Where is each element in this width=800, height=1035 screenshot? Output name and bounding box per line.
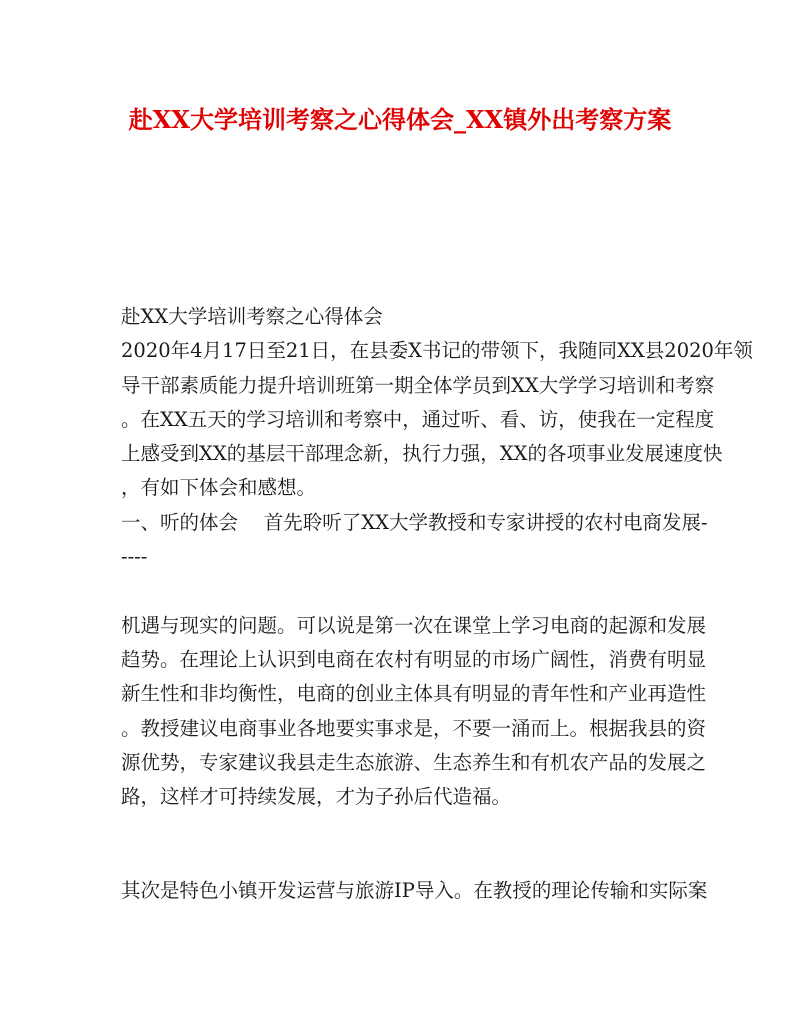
paragraph-line: 。在XX五天的学习培训和考察中，通过听、看、访，使我在一定程度 (121, 407, 715, 431)
paragraph-line: 其次是特色小镇开发运营与旅游IP导入。在教授的理论传输和实际案 (121, 879, 708, 903)
paragraph-heading: 赴XX大学培训考察之心得体会 (121, 305, 383, 328)
paragraph-line: 。教授建议电商事业各地要实事求是，不要一涌而上。根据我县的资 (121, 716, 707, 740)
paragraph-line: 路，这样才可持续发展，才为子孙后代造福。 (121, 785, 512, 809)
document-body (121, 300, 753, 909)
paragraph-line: 一、听的体会 首先聆听了XX大学教授和专家讲授的农村电商发展- (121, 510, 708, 534)
paragraph-spacer (121, 574, 681, 608)
paragraph-line: ，有如下体会和感想。 (121, 476, 317, 500)
paragraph-line: 导干部素质能力提升培训班第一期全体学员到XX大学学习培训和考察 (121, 373, 715, 397)
paragraph-spacer (121, 814, 681, 874)
document-title: 赴XX大学培训考察之心得体会_XX镇外出考察方案 (128, 105, 672, 134)
paragraph-line: 机遇与现实的问题。可以说是第一次在课堂上学习电商的起源和发展 (121, 613, 707, 637)
paragraph-line: 上感受到XX的基层干部理念新，执行力强，XX的各项事业发展速度快 (121, 442, 723, 466)
paragraph-line: 源优势，专家建议我县走生态旅游、生态养生和有机农产品的发展之 (121, 750, 707, 774)
paragraph-line: 新生性和非均衡性，电商的创业主体具有明显的青年性和产业再造性 (121, 682, 707, 706)
paragraph-line: ---- (121, 545, 148, 569)
paragraph-line: 2020年4月17日至21日，在县委X书记的带领下，我随同XX县2020年领 (121, 339, 753, 363)
paragraph-line: 趋势。在理论上认识到电商在农村有明显的市场广阔性，消费有明显 (121, 647, 707, 671)
